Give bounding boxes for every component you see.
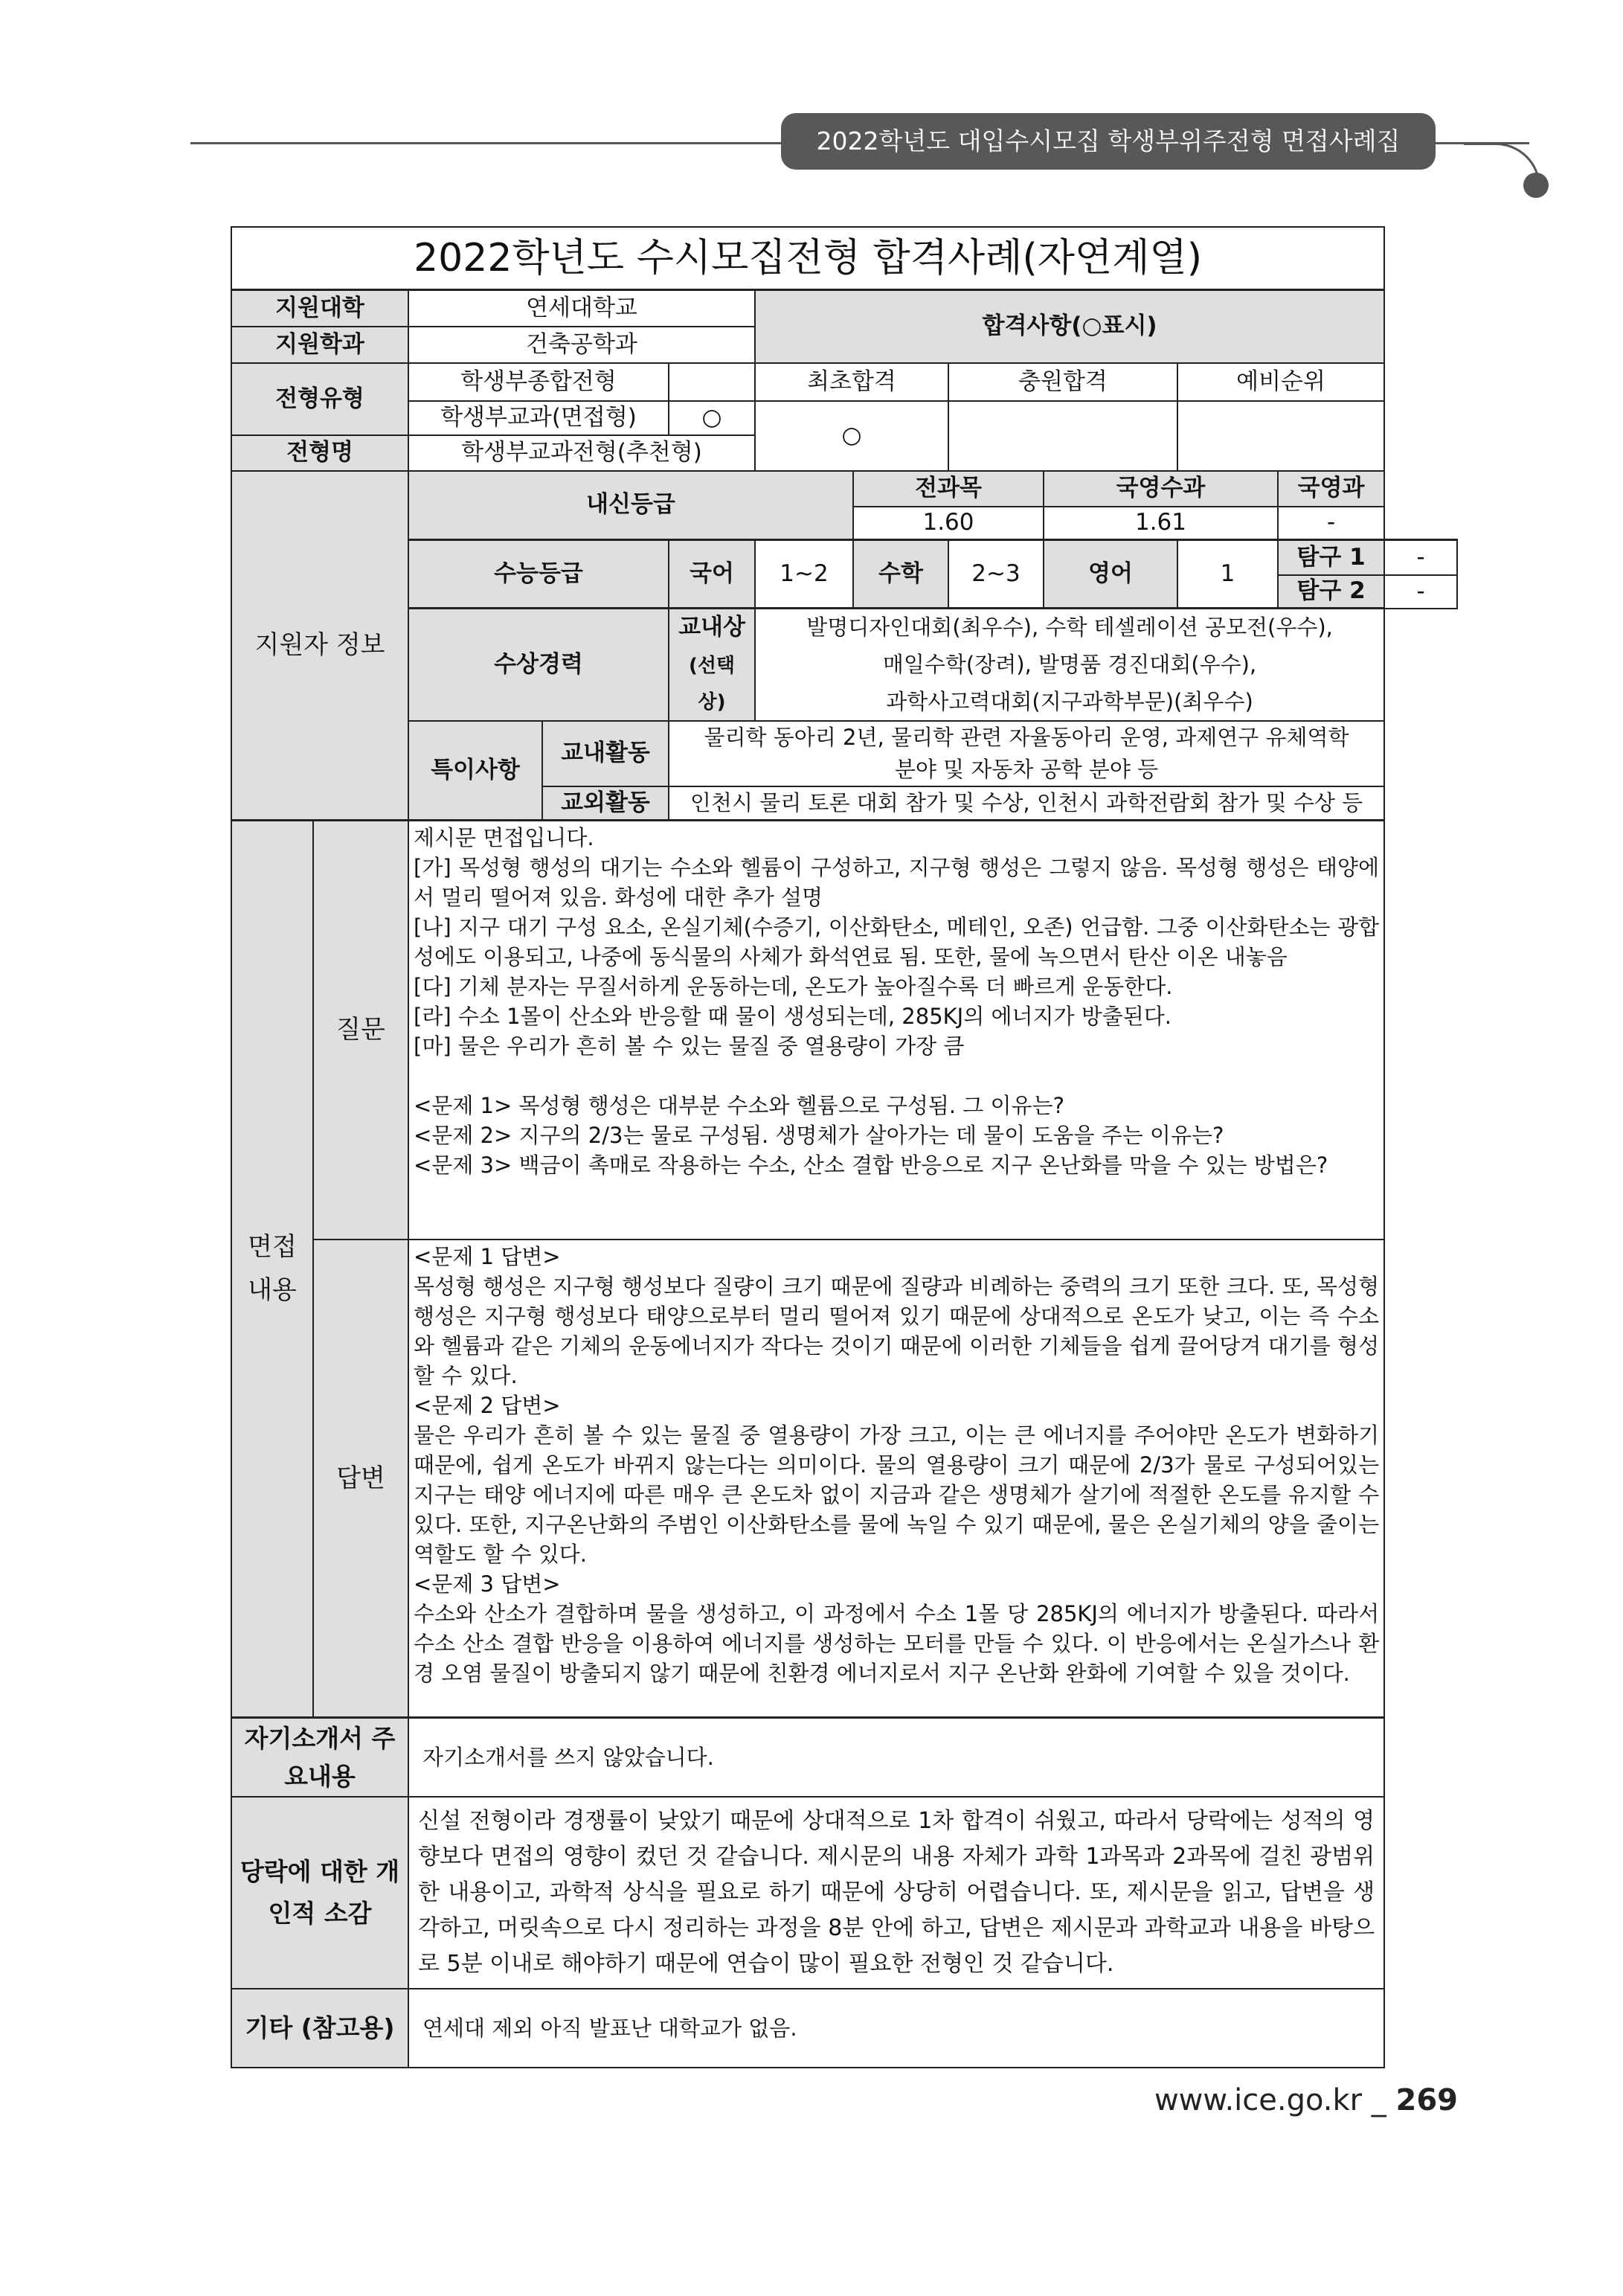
type-mark: ○ <box>669 401 755 435</box>
question-line <box>414 1061 1379 1091</box>
suneung-tam2-value: - <box>1384 575 1457 609</box>
pass-mark-waitlist <box>1177 401 1384 471</box>
page-title: 2022학년도 수시모집전형 합격사례(자연계열) <box>231 227 1384 290</box>
out-activity-value: 인천시 물리 토론 대회 참가 및 수상, 인천시 과학전람회 참가 및 수상 등 <box>669 786 1384 821</box>
question-line: [다] 기체 분자는 무질서하게 운동하는데, 온도가 높아질수록 더 빠르게 운동한다. <box>414 974 1173 1000</box>
suneung-kor-value: 1~2 <box>755 540 853 609</box>
type-label: 전형유형 <box>231 363 408 435</box>
naesin-value: 1.60 <box>853 507 1044 540</box>
naesin-col: 국영과 <box>1278 471 1384 507</box>
univ-label: 지원대학 <box>231 290 408 327</box>
type-name: 학생부종합전형 <box>408 363 669 401</box>
pass-col-additional: 충원합격 <box>948 363 1177 401</box>
suneung-math-value: 2~3 <box>948 540 1044 609</box>
in-activity-line: 분야 및 자동차 공학 분야 등 <box>669 754 1384 786</box>
question-line: <문제 2> 지구의 2/3는 물로 구성됨. 생명체가 살아가는 데 물이 도움을 주는 이유는? <box>414 1123 1224 1149</box>
suneung-eng-value: 1 <box>1177 540 1278 609</box>
page-footer <box>1154 2083 1458 2117</box>
question-line: 제시문 면접입니다. <box>414 825 594 851</box>
in-activity-line: 물리학 동아리 2년, 물리학 관련 자율동아리 운영, 과제연구 유체역학 <box>669 721 1384 754</box>
footer-site: www.ice.go.kr _ <box>1154 2083 1396 2117</box>
naesin-label: 내신등급 <box>408 471 853 540</box>
track-value: 학생부교과전형(추천형) <box>408 435 755 471</box>
dept-value: 건축공학과 <box>408 327 755 363</box>
suneung-tam1-label: 탐구 1 <box>1278 540 1384 575</box>
applicant-label <box>231 471 408 821</box>
univ-value: 연세대학교 <box>408 290 755 327</box>
award-line: 과학사고력대회(지구과학부문)(최우수) <box>755 683 1384 720</box>
question-line: [마] 물은 우리가 흔히 볼 수 있는 물질 중 열용량이 가장 큼 <box>414 1033 965 1059</box>
suneung-eng-label: 영어 <box>1044 540 1177 609</box>
dept-label: 지원학과 <box>231 327 408 363</box>
in-school-award-label <box>669 609 755 721</box>
awards-label: 수상경력 <box>408 609 669 721</box>
question-body <box>408 821 1384 1240</box>
suneung-label: 수능등급 <box>408 540 669 609</box>
pass-header: 합격사항(○표시) <box>755 290 1384 363</box>
in-school-award-sub: (선택상) <box>688 654 736 714</box>
interview-label: 면접 내용 <box>231 821 313 1718</box>
type-mark <box>669 363 755 401</box>
self-intro-value: 자기소개서를 쓰지 않았습니다. <box>408 1718 1384 1797</box>
naesin-col: 국영수과 <box>1044 471 1278 507</box>
answer-line: 목성형 행성은 지구형 행성보다 질량이 크기 때문에 질량과 비례하는 중력의 크기 또한 크다. 또, 목성형 행성은 지구형 행성보다 태양으로부터 멀리 떨어져 있기 때문에 상대적으로 온도가 낮고, 이는 즉 수소와 헬륨과 같은 기체의 운동에너지가 작다는 것이기 때문에 이러한 기체들을 쉽게 끌어당겨 대기를 형성할 수 있다. <box>414 1273 1380 1388</box>
etc-value: 연세대 제외 아직 발표난 대학교가 없음. <box>408 1989 1384 2068</box>
header-dot <box>1523 173 1549 198</box>
naesin-col: 전과목 <box>853 471 1044 507</box>
admission-case-table <box>231 226 1458 2068</box>
answer-line: <문제 2 답변> <box>414 1392 561 1418</box>
out-activity-label: 교외활동 <box>542 786 669 821</box>
naesin-value: 1.61 <box>1044 507 1278 540</box>
self-intro-label: 자기소개서 주요내용 <box>231 1718 408 1797</box>
opinion-label: 당락에 대한 개인적 소감 <box>231 1797 408 1989</box>
answer-line: <문제 3 답변> <box>414 1571 561 1597</box>
applicant-label-text: 지원자 정보 <box>254 630 385 661</box>
award-line: 발명디자인대회(최우수), 수학 테셀레이션 공모전(우수), <box>755 609 1384 646</box>
answer-line: 물은 우리가 흔히 볼 수 있는 물질 중 열용량이 가장 크고, 이는 큰 에너지를 주어야만 온도가 변화하기 때문에, 쉽게 온도가 바뀌지 않는다는 의미이다. 물의 열용량이 크기 때문에 2/3가 물로 구성되어있는 지구는 태양 에너지에 따른 매우 큰 온도차 없이 지금과 같은 생명체가 살기에 적절한 온도를 유지할 수 있다. 또한, 지구온난화의 주범인 이산화탄소를 물에 녹일 수 있기 때문에, 물은 온실기체의 양을 줄이는 역할도 할 수 있다. <box>414 1422 1380 1567</box>
page-number: 269 <box>1395 2083 1458 2117</box>
question-label: 질문 <box>313 821 408 1240</box>
in-activity-label: 교내활동 <box>542 721 669 786</box>
question-line: [라] 수소 1몰이 산소와 반응할 때 물이 생성되는데, 285KJ의 에너지가 방출된다. <box>414 1004 1172 1030</box>
pass-mark-first: ○ <box>755 401 948 471</box>
answer-line: <문제 1 답변> <box>414 1243 561 1269</box>
question-line: [나] 지구 대기 구성 요소, 온실기체(수증기, 이산화탄소, 메테인, 오존) 언급함. 그중 이산화탄소는 광합성에도 이용되고, 나중에 동식물의 사체가 화석연료 됨. 또한, 물에 녹으면서 탄산 이온 내놓음 <box>414 914 1380 970</box>
header-title: 2022학년도 대입수시모집 학생부위주전형 면접사례집 <box>781 113 1436 170</box>
suneung-tam2-label: 탐구 2 <box>1278 575 1384 609</box>
in-school-award-title: 교내상 <box>678 614 745 641</box>
special-label: 특이사항 <box>408 721 542 821</box>
question-line: <문제 1> 목성형 행성은 대부분 수소와 헬륨으로 구성됨. 그 이유는? <box>414 1093 1064 1119</box>
pass-mark-additional <box>948 401 1177 471</box>
naesin-value: - <box>1278 507 1384 540</box>
suneung-math-label: 수학 <box>853 540 948 609</box>
answer-body <box>408 1240 1384 1718</box>
pass-col-first: 최초합격 <box>755 363 948 401</box>
award-line: 매일수학(장려), 발명품 경진대회(우수), <box>755 646 1384 683</box>
suneung-tam1-value: - <box>1384 540 1457 575</box>
type-name: 학생부교과(면접형) <box>408 401 669 435</box>
question-line: [가] 목성형 행성의 대기는 수소와 헬륨이 구성하고, 지구형 행성은 그렇지 않음. 목성형 행성은 태양에서 멀리 떨어져 있음. 화성에 대한 추가 설명 <box>414 855 1380 911</box>
question-line: <문제 3> 백금이 촉매로 작용하는 수소, 산소 결합 반응으로 지구 온난화를 막을 수 있는 방법은? <box>414 1152 1328 1179</box>
answer-line: 수소와 산소가 결합하며 물을 생성하고, 이 과정에서 수소 1몰 당 285KJ의 에너지가 방출된다. 따라서 수소 산소 결합 반응을 이용하여 에너지를 생성하는 모터를 만들 수 있다. 이 반응에서는 온실가스나 환경 오염 물질이 방출되지 않기 때문에 친환경 에너지로서 지구 온난화 완화에 기여할 수 있을 것이다. <box>414 1600 1380 1686</box>
suneung-kor-label: 국어 <box>669 540 755 609</box>
answer-label: 답변 <box>313 1240 408 1718</box>
track-label: 전형명 <box>231 435 408 471</box>
pass-col-waitlist: 예비순위 <box>1177 363 1384 401</box>
opinion-value: 신설 전형이라 경쟁률이 낮았기 때문에 상대적으로 1차 합격이 쉬웠고, 따라서 당락에는 성적의 영향보다 면접의 영향이 컸던 것 같습니다. 제시문의 내용 자체가 과학 1과목과 2과목에 걸친 광범위한 내용이고, 과학적 상식을 필요로 하기 때문에 상당히 어렵습니다. 또, 제시문을 읽고, 답변을 생각하고, 머릿속으로 다시 정리하는 과정을 8분 안에 하고, 답변은 제시문과 과학교과 내용을 바탕으로 5분 이내로 해야하기 때문에 연습이 많이 필요한 전형인 것 같습니다. <box>408 1797 1384 1989</box>
etc-label: 기타 (참고용) <box>231 1989 408 2068</box>
